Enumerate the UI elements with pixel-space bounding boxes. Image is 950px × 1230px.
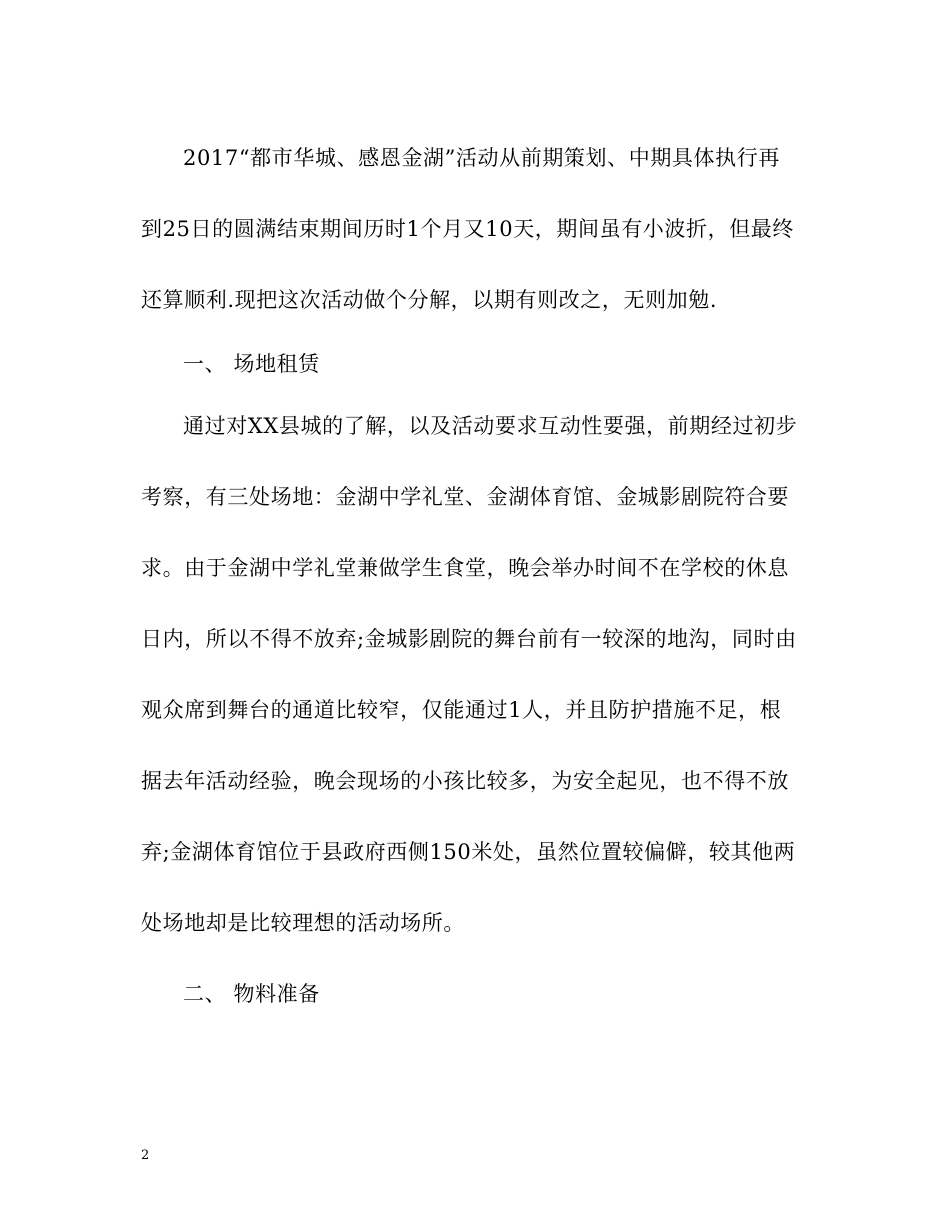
paragraph-2-line-6: 据去年活动经验，晚会现场的小孩比较多，为安全起见，也不得不放 (141, 769, 789, 793)
page-number: 2 (141, 1148, 150, 1163)
paragraph-1-line-1: 2017“都市华城、感恩金湖”活动从前期策划、中期具体执行再 (183, 146, 780, 170)
paragraph-2-line-1: 通过对XX县城的了解，以及活动要求互动性要强，前期经过初步 (183, 414, 798, 438)
paragraph-2-line-8: 处场地却是比较理想的活动场所。 (141, 911, 465, 935)
paragraph-2-line-7: 弃;金湖体育馆位于县政府西侧150米处，虽然位置较偏僻，较其他两 (141, 840, 796, 864)
section-heading-venue-rental: 一、 场地租赁 (183, 352, 320, 376)
section-heading-materials: 二、 物料准备 (183, 982, 320, 1006)
paragraph-1-line-3: 还算顺利.现把这次活动做个分解，以期有则改之，无则加勉. (141, 288, 718, 312)
paragraph-2-line-2: 考察，有三处场地：金湖中学礼堂、金湖体育馆、金城影剧院符合要 (141, 485, 789, 509)
paragraph-2-line-3: 求。由于金湖中学礼堂兼做学生食堂，晚会举办时间不在学校的休息 (141, 556, 789, 580)
paragraph-1-line-2: 到25日的圆满结束期间历时1个月又10天，期间虽有小波折，但最终 (141, 217, 795, 241)
paragraph-2-line-5: 观众席到舞台的通道比较窄，仅能通过1人，并且防护措施不足，根 (141, 698, 782, 722)
paragraph-2-line-4: 日内，所以不得不放弃;金城影剧院的舞台前有一较深的地沟，同时由 (141, 627, 797, 651)
